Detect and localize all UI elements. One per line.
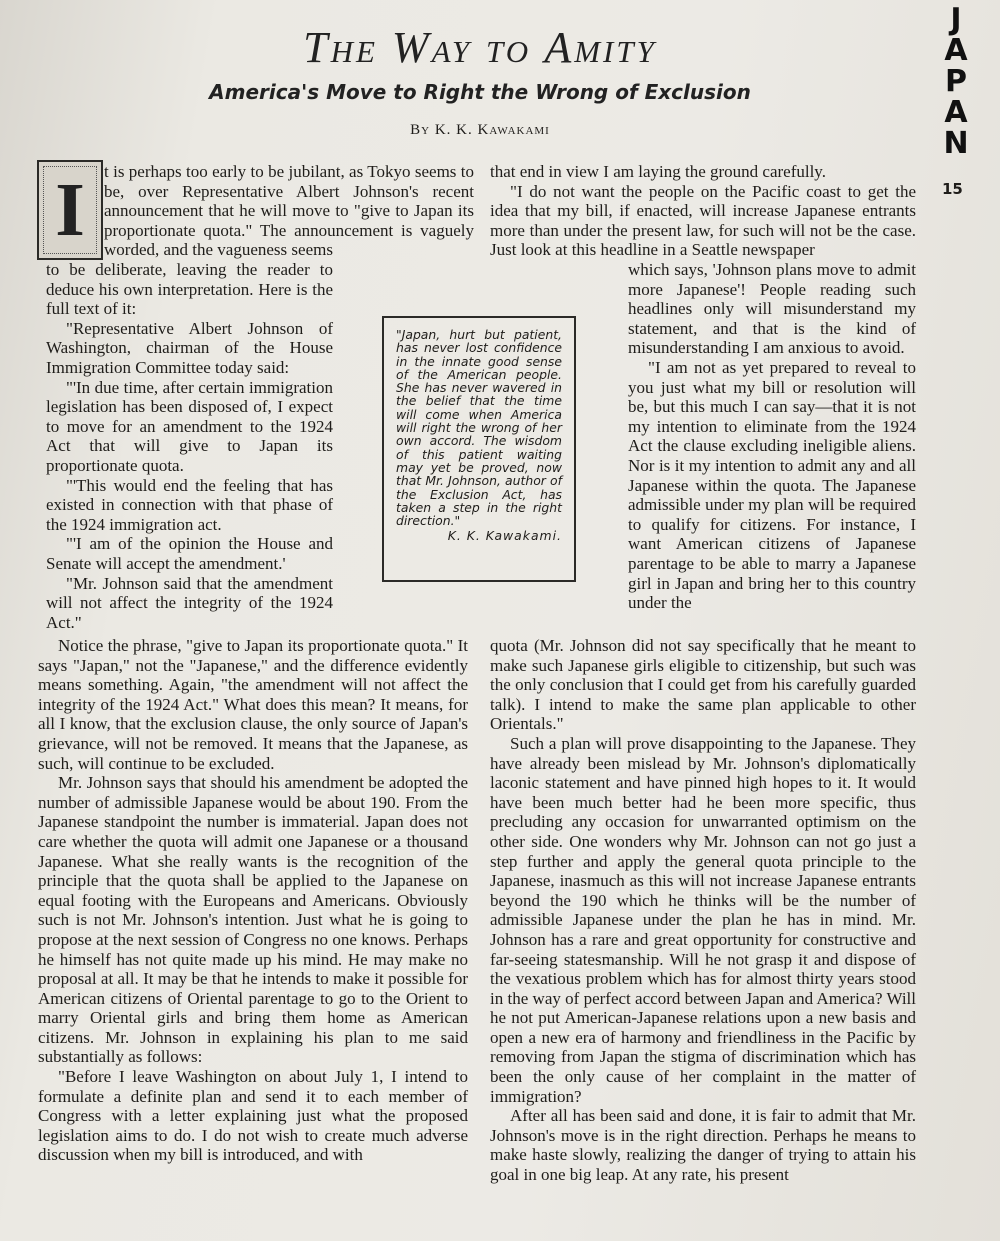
article-subtitle: America's Move to Right the Wrong of Exclusion bbox=[209, 80, 751, 104]
col2-full-block bbox=[490, 636, 916, 1185]
paragraph: "I am not as yet prepared to reveal to you just what my bill or resolution will be, but this much I can say—that it is not my intention to eliminate from the 1924 Act the clause excluding ineligible aliens. Nor is it my intention to admit any and all Japanese within the quota. The Japanese admissible under my plan will be required to qualify for citizens. For instance, I want American citizens of Japanese parentage to be able to marry a Japanese girl in Japan and bring her to this country under the bbox=[628, 357, 916, 613]
paragraph: After all has been said and done, it is fair to admit that Mr. Johnson's move is in the right direction. Perhaps he means to make haste slowly, realizing the danger of trying to attain his goal in one big leap. At any rate, his present bbox=[490, 1106, 916, 1185]
page-number: 15 bbox=[942, 180, 963, 198]
section-label-japan bbox=[936, 4, 976, 159]
paragraph: Such a plan will prove disappointing to the Japanese. They have already been mislead by Mr. Johnson's diplomatically laconic statement and have pinned high hopes to it. It would have been much better had he been more specific, thus precluding any occasion for unwarranted optimism on the other side. One wonders why Mr. Johnson can not go just a step further and apply the general quota principle to the Japanese, inasmuch as this will not increase Japanese entrants beyond the 190 which he thinks will be the number of admissible Japanese under the plan he has in mind. Mr. Johnson has a rare and great opportunity for constructive and far-seeing statesmanship. Will he not grasp it and dispose of the vexatious problem which has for almost thirty years stood in the way of perfect accord between Japan and America? Will he not put American-Japanese relations upon a new basis and open a new era of harmony and friendliness in the Pacific by removing from Japan the stigma of discrimination which has been the only cause of her complaint in the matter of immigration? bbox=[490, 733, 916, 1106]
paragraph: "'I am of the opinion the House and Senate will accept the amendment.' bbox=[46, 534, 333, 573]
article-title: The Way to Amity bbox=[303, 23, 657, 72]
paragraph: "'In due time, after certain immigration legislation has been disposed of, I expect to move for an amendment to the 1924 Act that will give to Japan its proportionate quota. bbox=[46, 377, 333, 475]
col1-narrow-block bbox=[46, 260, 333, 632]
section-letter: A bbox=[944, 33, 968, 68]
byline: By K. K. Kawakami bbox=[410, 122, 550, 138]
col2-narrow-block bbox=[628, 260, 916, 613]
col1-full-block bbox=[38, 636, 468, 1165]
paragraph: "Before I leave Washington on about July 1, I intend to formulate a definite plan and send it to each member of Congress with a letter explaining just what the proposed legislation aims to do. I do not wish to create much adverse discussion when my bill is introduced, and with bbox=[38, 1067, 468, 1165]
paragraph: "'This would end the feeling that has existed in connection with that phase of the 1924 immigration act. bbox=[46, 475, 333, 534]
paragraph: "I do not want the people on the Pacific coast to get the idea that my bill, if enacted, will increase Japanese entrants more than under the present law, for such will not be the case. Just look at this headline in a Seattle newspaper bbox=[490, 181, 916, 260]
section-letter: J bbox=[950, 2, 962, 37]
drop-cap: I bbox=[37, 160, 103, 260]
section-letter: N bbox=[943, 126, 969, 161]
paragraph: "Representative Albert Johnson of Washington, chairman of the House Immigration Committee today said: bbox=[46, 318, 333, 377]
col1-beside-dropcap bbox=[104, 162, 474, 260]
paragraph: that end in view I am laying the ground carefully. bbox=[490, 162, 826, 181]
pull-quote-box bbox=[382, 316, 576, 582]
paragraph: "Mr. Johnson said that the amendment will not affect the integrity of the 1924 Act." bbox=[46, 573, 333, 632]
col2-top-block bbox=[490, 162, 916, 260]
paragraph: Mr. Johnson says that should his amendment be adopted the number of admissible Japanese would be about 190. From the Japanese standpoint the number is immaterial. Japan does not care whether the quota will admit one Japanese or a thousand Japanese. What she really wants is the recognition of the principle that the quota shall be applied to the Japanese on equal footing with the Europeans and Americans. Obviously such is not Mr. Johnson's intention. Just what he is going to propose at the next session of Congress no one knows. Perhaps he himself has not quite made up his mind. He may make no proposal at all. It may be that he intends to make it possible for American citizens of Oriental parentage to go to the Orient to marry Oriental girls and bring them home as American citizens. Mr. Johnson in explaining his plan to me said substantially as follows: bbox=[38, 773, 468, 1067]
paragraph: Notice the phrase, "give to Japan its proportionate quota." It says "Japan," not the "Japanese," and the difference evidently means something. Again, "the amendment will not affect the integrity of the 1924 Act." What does this mean? It means, for all I know, that the exclusion clause, the only source of Japan's grievance, will not be removed. It means that the Japanese, as such, will continue to be excluded. bbox=[38, 636, 468, 773]
section-letter: A bbox=[944, 95, 968, 130]
pull-quote-signature: K. K. Kawakami. bbox=[447, 528, 562, 544]
paragraph: t is perhaps too early to be jubilant, as Tokyo seems to be, over Representative Albert Johnson's recent announcement that he will move to "give to Japan its proportionate quota." The announcement is vaguely worded, and the vagueness seems bbox=[104, 162, 474, 260]
paragraph: which says, 'Johnson plans move to admit more Japanese'! People reading such headlines only will misunderstand my statement, and that is the kind of misunderstanding I am anxious to avoid. bbox=[628, 260, 916, 358]
section-letter: P bbox=[945, 64, 967, 99]
paragraph: quota (Mr. Johnson did not say specifically that he meant to make such Japanese girls eligible to citizenship, but such was the only conclusion that I could get from his carefully guarded talk). I intend to make the same plan applicable to other Orientals." bbox=[490, 636, 916, 734]
paragraph: to be deliberate, leaving the reader to deduce his own interpretation. Here is the full text of it: bbox=[46, 260, 333, 319]
pull-quote-text: "Japan, hurt but patient, has never lost confidence in the innate good sense of the American people. She has never wavered in the belief that the time will come when America will right the wrong of her own accord. The wisdom of this patient waiting may yet be proved, now that Mr. Johnson, author of the Exclusion Act, has taken a step in the right direction." bbox=[396, 327, 562, 529]
